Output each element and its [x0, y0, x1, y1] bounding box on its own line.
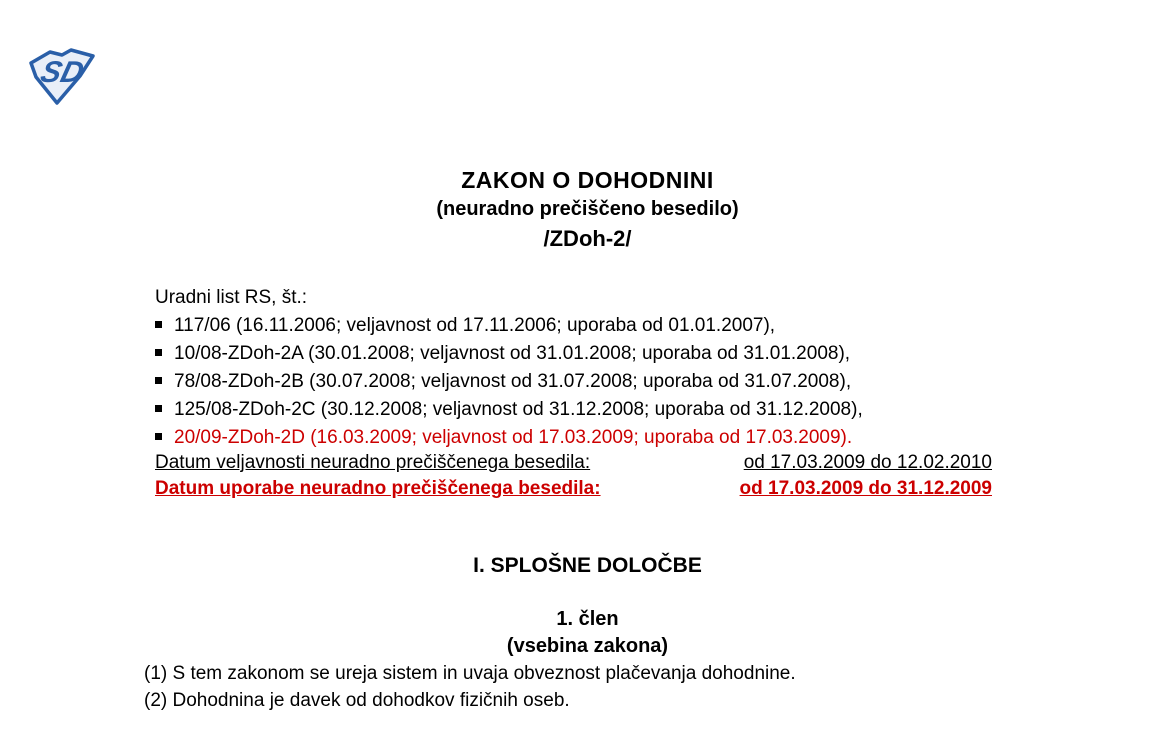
bullet-square-icon [155, 349, 162, 356]
svg-text:SD: SD [37, 55, 88, 89]
validity-row [155, 476, 1020, 502]
gazette-item-text: 20/09-ZDoh-2D (16.03.2009; veljavnost od 17.03.2009; uporaba od 17.03.2009). [174, 427, 853, 448]
document-subtitle: (neuradno prečiščeno besedilo) [436, 198, 739, 220]
gazette-list [155, 284, 1020, 452]
article-paragraph: (1) S tem zakonom se ureja sistem in uvaja obveznost plačevanja dohodnine. [144, 663, 796, 684]
bullet-square-icon [155, 377, 162, 384]
gazette-item [155, 424, 1020, 452]
article-subtitle: (vsebina zakona) [506, 635, 669, 657]
gazette-item-text: 125/08-ZDoh-2C (30.12.2008; veljavnost od 31.12.2008; uporaba od 31.12.2008), [174, 399, 863, 420]
gazette-heading: Uradni list RS, št.: [155, 287, 308, 308]
gazette-item [155, 312, 1020, 340]
validity-value: od 17.03.2009 do 31.12.2009 [739, 478, 992, 499]
sd-shield-logo [26, 46, 98, 106]
article-paragraph: (2) Dohodnina je davek od dohodkov fizičnih oseb. [144, 690, 570, 711]
gazette-item [155, 368, 1020, 396]
document-title-block [155, 166, 1020, 253]
validity-dates [155, 450, 1020, 502]
document-short-code: /ZDoh-2/ [543, 226, 632, 251]
article-paragraphs [144, 660, 1020, 714]
gazette-item [155, 340, 1020, 368]
gazette-item-text: 117/06 (16.11.2006; veljavnost od 17.11.2006; uporaba od 01.01.2007), [174, 315, 776, 336]
article-block [144, 606, 1020, 714]
gazette-item [155, 396, 1020, 424]
chapter-heading: I. SPLOŠNE DOLOČBE [473, 554, 702, 577]
validity-label: Datum uporabe neuradno prečiščenega besedila: [155, 478, 601, 499]
bullet-square-icon [155, 405, 162, 412]
article-number: 1. člen [556, 608, 619, 630]
gazette-item-text: 10/08-ZDoh-2A (30.01.2008; veljavnost od 31.01.2008; uporaba od 31.01.2008), [174, 343, 851, 364]
validity-label: Datum veljavnosti neuradno prečiščenega besedila: [155, 452, 591, 473]
validity-row [155, 450, 1020, 476]
sd-shield-logo-icon [26, 46, 98, 106]
document-title: ZAKON O DOHODNINI [461, 167, 714, 193]
bullet-square-icon [155, 433, 162, 440]
validity-value: od 17.03.2009 do 12.02.2010 [743, 452, 992, 473]
bullet-square-icon [155, 321, 162, 328]
gazette-item-text: 78/08-ZDoh-2B (30.07.2008; veljavnost od 31.07.2008; uporaba od 31.07.2008), [174, 371, 852, 392]
